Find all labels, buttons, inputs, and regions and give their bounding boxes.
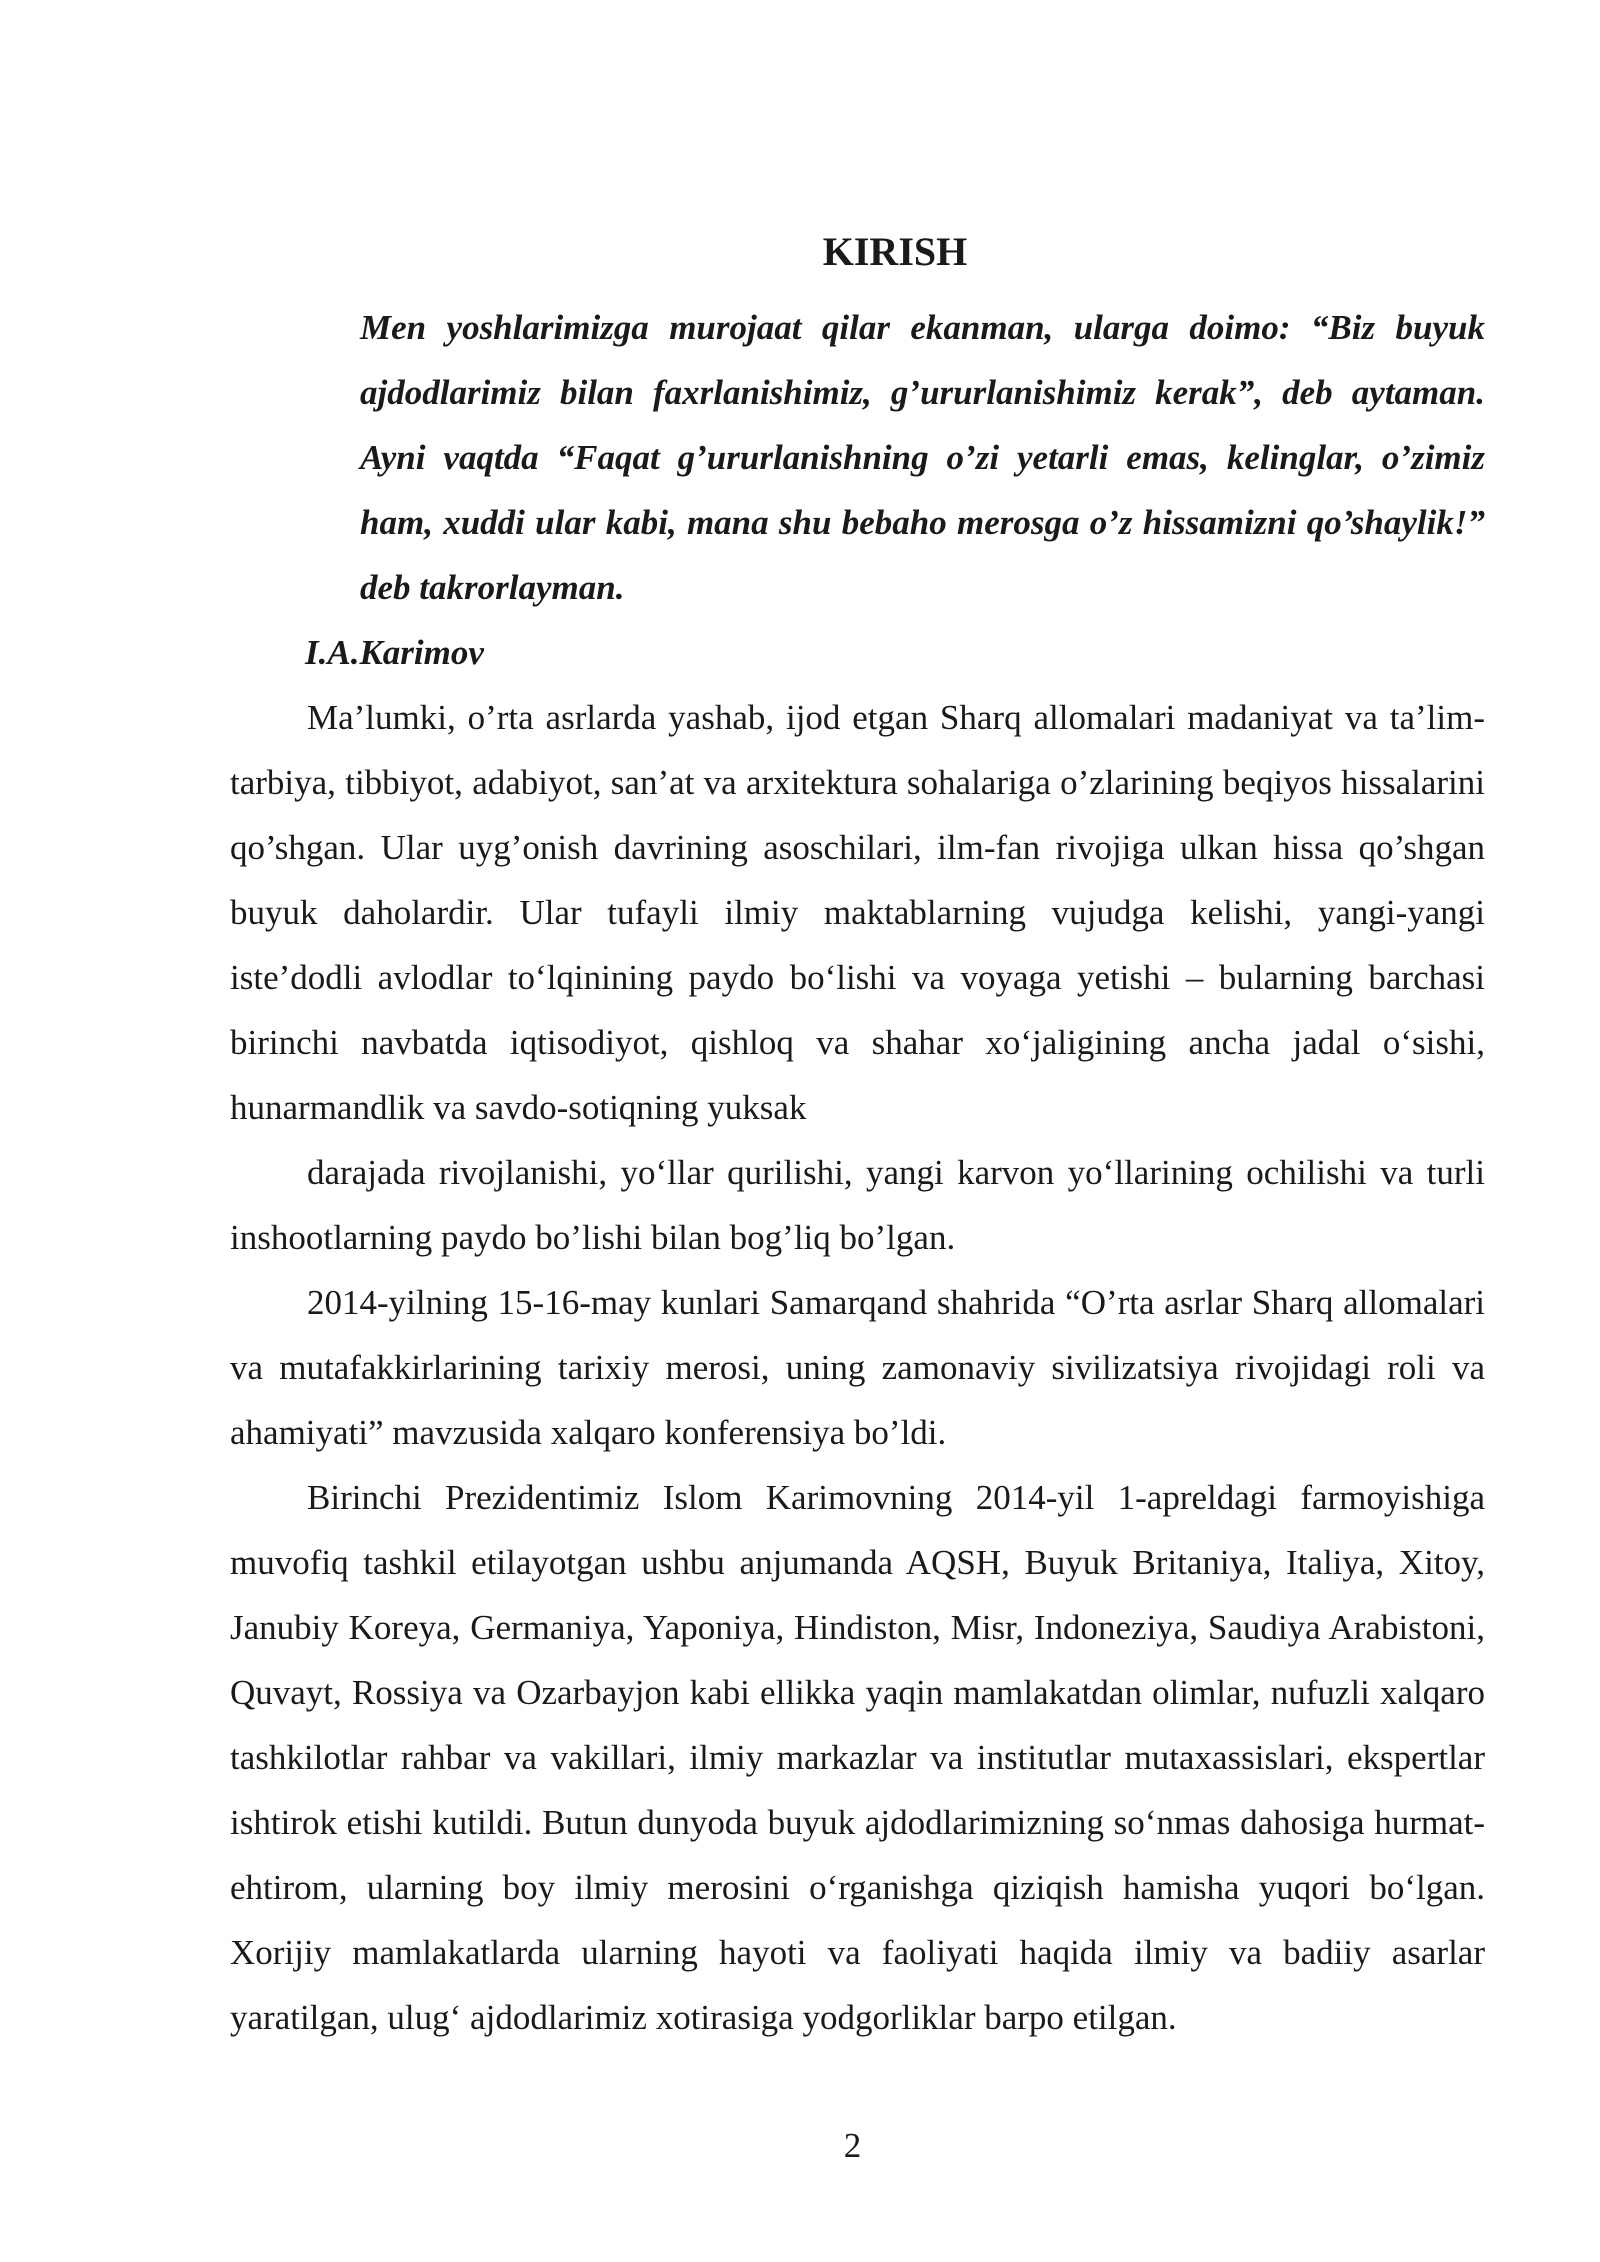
body-text [230,685,1485,2050]
epigraph-quote: Men yoshlarimizga murojaat qilar ekanman, ularga doimo: “Biz buyuk ajdodlarimiz bilan faxrlanishimiz, g’ururlanishimiz kerak”, deb aytaman. Ayni vaqtda “Faqat g’ururlanishning o’zi yetarli emas, kelinglar, o’zimiz ham, xuddi ular kabi, mana shu bebaho merosga o’z hissamizni qo’shaylik!” deb takrorlayman. [360,308,1485,607]
paragraph: 2014-yilning 15-16-may kunlari Samarqand shahrida “O’rta asrlar Sharq allomalari va mutafakkirlarining tarixiy merosi, uning zamonaviy sivilizatsiya rivojidagi roli va ahamiyati” mavzusida xalqaro konferensiya bo’ldi. [230,1283,1485,1452]
page-number: 2 [843,2126,862,2165]
paragraph: darajada rivojlanishi, yo‘llar qurilishi, yangi karvon yo‘llarining ochilishi va turli inshootlarning paydo bo’lishi bilan bog’liq bo’lgan. [230,1153,1485,1257]
epigraph-author: I.A.Karimov [305,633,484,672]
paragraph: Birinchi Prezidentimiz Islom Karimovning 2014-yil 1-apreldagi farmoyishiga muvofiq tashkil etilayotgan ushbu anjumanda AQSH, Buyuk Britaniya, Italiya, Xitoy, Janubiy Koreya, Germaniya, Yaponiya, Hindiston, Misr, Indoneziya, Saudiya Arabistoni, Quvayt, Rossiya va Ozarbayjon kabi ellikka yaqin mamlakatdan olimlar, nufuzli xalqaro tashkilotlar rahbar va vakillari, ilmiy markazlar va institutlar mutaxassislari, ekspertlar ishtirok etishi kutildi. Butun dunyoda buyuk ajdodlarimizning so‘nmas dahosiga hurmat-ehtirom, ularning boy ilmiy merosini o‘rganishga qiziqish hamisha yuqori bo‘lgan. Xorijiy mamlakatlarda ularning hayoti va faoliyati haqida ilmiy va badiiy asarlar yaratilgan, ulug‘ ajdodlarimiz xotirasiga yodgorliklar barpo etilgan. [230,1478,1485,2037]
section-heading: KIRISH [822,229,968,274]
paragraph: Ma’lumki, o’rta asrlarda yashab, ijod etgan Sharq allomalari madaniyat va ta’lim-tarbiya, tibbiyot, adabiyot, san’at va arxitektura sohalariga o’zlarining beqiyos hissalarini qo’shgan. Ular uyg’onish davrining asoschilari, ilm-fan rivojiga ulkan hissa qo’shgan buyuk daholardir. Ular tufayli ilmiy maktablarning vujudga kelishi, yangi-yangi iste’dodli avlodlar to‘lqinining paydo bo‘lishi va voyaga yetishi – bularning barchasi birinchi navbatda iqtisodiyot, qishloq va shahar xo‘jaligining ancha jadal o‘sishi, hunarmandlik va savdo-sotiqning yuksak [230,698,1485,1127]
